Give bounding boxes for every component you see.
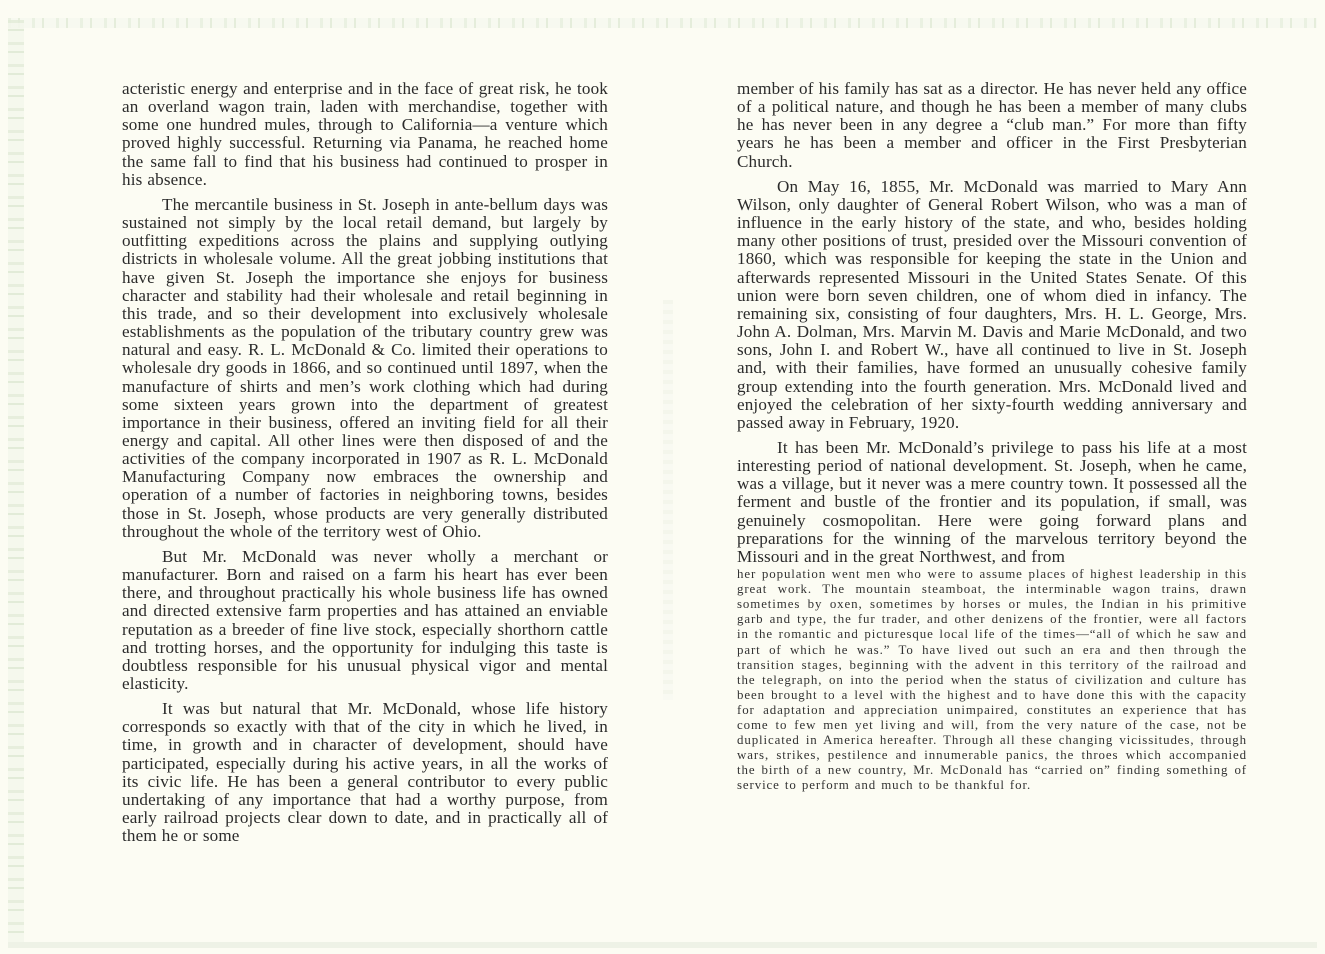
paragraph: It has been Mr. McDonald’s privilege to pass his life at a most interesting period of national development. St. Joseph, when he came, was a village, but it never was a mere country town. It possessed all the ferment and bustle of the frontier and its population, if small, was genuinely cosmopolitan. Here were going forward plans and preparations for the winning of the marvelous territory beyond the Missouri and in the great Northwest, and from	[737, 437, 1247, 566]
left-page-column	[122, 80, 608, 852]
paragraph: On May 16, 1855, Mr. McDonald was married to Mary Ann Wilson, only daughter of General Robert Wilson, who was a man of influence in the early history of the state, and who, besides holding many other positions of trust, presided over the Missouri convention of 1860, which was responsible for keeping the state in the Union and afterwards represented Missouri in the United States Senate. Of this union were born seven children, one of whom died in infancy. The remaining six, consisting of four daughters, Mrs. H. L. George, Mrs. John A. Dolman, Mrs. Marvin M. Davis and Marie McDonald, and two sons, John I. and Robert W., have all continued to live in St. Joseph and, with their families, have formed an unusually cohesive family group extending into the fourth generation. Mrs. McDonald lived and enjoyed the celebration of her sixty-fourth wedding anniversary and passed away in February, 1920.	[737, 176, 1247, 432]
paragraph: member of his family has sat as a director. He has never held any office of a political nature, and though he has been a member of many clubs he has never been in any degree a “club man.” For more than fifty years he has been a member and officer in the First Presbyterian Church.	[737, 79, 1247, 171]
right-page-column	[737, 80, 1247, 800]
paragraph: The mercantile business in St. Joseph in ante-bellum days was sustained not simply by the local retail demand, but largely by outfitting expeditions across the plains and supplying outlying districts in wholesale volume. All the great jobbing institutions that have given St. Joseph the importance she enjoys for business character and stability had their wholesale and retail beginning in this trade, and so their development into exclusively wholesale establishments as the population of the tributary country grew was natural and easy. R. L. McDonald & Co. limited their operations to wholesale dry goods in 1866, and so continued until 1897, when the manufacture of shirts and men’s work clothing which had during some sixteen years grown into the department of greatest importance in their business, offered an inviting field for all their energy and capital. All other lines were then disposed of and the activities of the company incorporated in 1907 as R. L. McDonald Manufacturing Company now embraces the ownership and operation of a number of factories in neighboring towns, besides those in St. Joseph, whose products are very generally distributed throughout the whole of the territory west of Ohio.	[122, 194, 608, 541]
paragraph: acteristic energy and enterprise and in the face of great risk, he took an overland wagon train, laden with merchandise, together with some one hundred mules, through to California—a venture which proved highly successful. Returning via Panama, he reached home the same fall to find that his business had continued to prosper in his absence.	[122, 79, 608, 189]
paragraph: But Mr. McDonald was never wholly a merchant or manufacturer. Born and raised on a farm his heart has ever been there, and throughout practically his whole business life has owned and directed extensive farm properties and has attained an enviable reputation as a breeder of fine live stock, especially shorthorn cattle and trotting horses, and the opportunity for indulging this taste is doubtless responsible for his unusual physical vigor and mental elasticity.	[122, 546, 608, 693]
paragraph: It was but natural that Mr. McDonald, whose life history corresponds so exactly with that of the city in which he lived, in time, in growth and in character of development, should have participated, especially during his active years, in all the works of its civic life. He has been a general contributor to every public undertaking of any importance that had a worthy purpose, from early railroad projects clear down to date, and in practically all of them he or some	[122, 699, 608, 846]
bottom-border-ornament	[8, 942, 1317, 948]
gutter-show-through	[663, 300, 673, 700]
left-border-ornament	[8, 20, 24, 944]
paragraph-small-print: her population went men who were to assume places of highest leadership in this great work. The mountain steamboat, the interminable wagon trains, drawn sometimes by oxen, sometimes by horses or mules, the Indian in his primitive garb and type, the fur trader, and other denizens of the frontier, were all factors in the romantic and picturesque local life of the times—“all of which he saw and part of which he was.” To have lived out such an era and then through the transition stages, beginning with the advent in this territory of the railroad and the telegraph, on into the period when the status of civilization and culture has been brought to a level with the highest and to have done this with the capacity for adaptation and appreciation unimpaired, constitutes an experience that has come to few men yet living and will, from the very nature of the case, not be duplicated in America hereafter. Through all these changing vicissitudes, through wars, strikes, pestilence and innumerable panics, the throes which accompanied the birth of a new country, Mr. McDonald has “carried on” finding something of service to perform and much to be thankful for.	[737, 567, 1247, 793]
top-border-ornament	[8, 18, 1317, 28]
